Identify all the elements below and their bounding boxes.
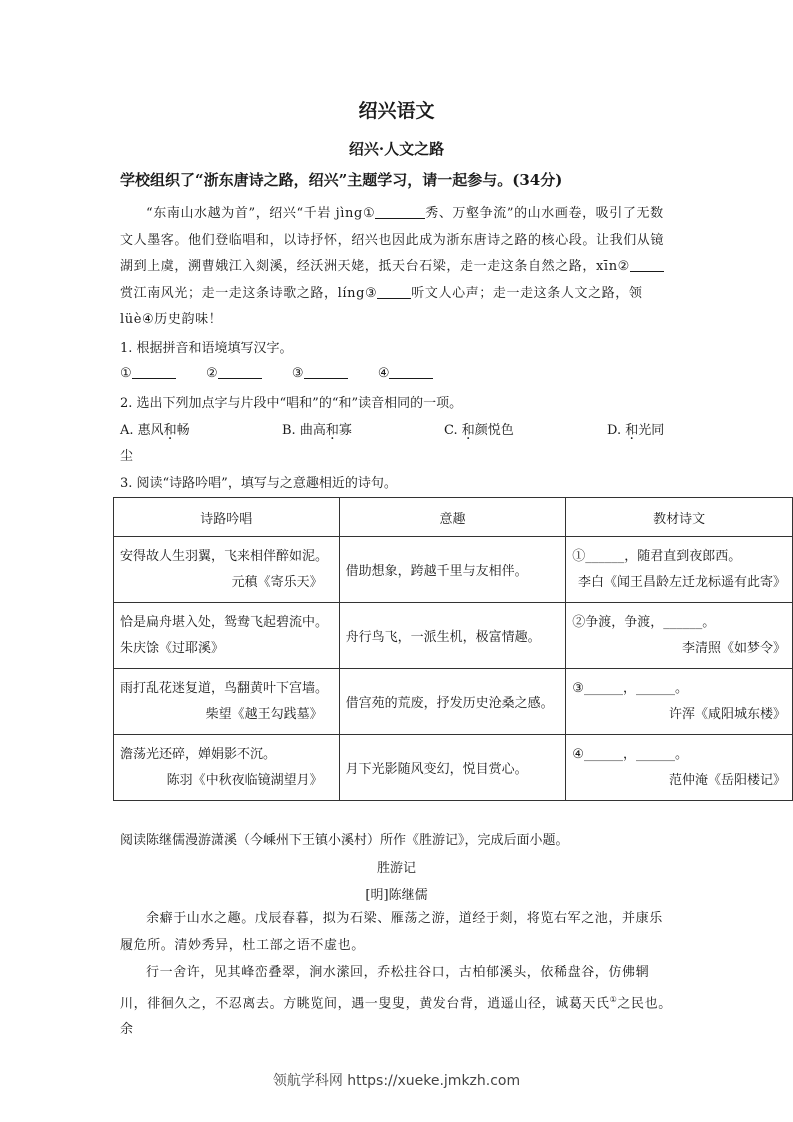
answer-line[interactable]: ①______，随君直到夜郎西。 xyxy=(572,548,742,564)
poem-source: 朱庆馀《过耶溪》 xyxy=(120,640,225,656)
footer-watermark: 领航学科网 https://xueke.jmkzh.com xyxy=(272,1073,521,1089)
table-header-row xyxy=(114,498,793,537)
meaning-cell: 舟行鸟飞，一派生机，极富情趣。 xyxy=(339,603,566,669)
blank-3[interactable] xyxy=(377,285,411,299)
footnote-mark[interactable]: ① xyxy=(609,994,618,1004)
page-subtitle: 绍兴·人文之路 xyxy=(348,140,445,158)
poem-text: 雨打乱花迷复道，鸟翻黄叶下宫墙。 xyxy=(120,680,329,696)
poem-source: 元稹《寄乐天》 xyxy=(231,574,323,590)
table-header: 意趣 xyxy=(339,498,566,537)
passage-text-2: 秀、万壑争流”的山水画卷，吸引了无数文人墨客。他们登临唱和，以诗抒怀，绍兴也因此成为浙东唐诗之路的核心段。让我们从镜湖到上虞，溯曹娥江入剡溪，经沃洲天姥，抵天台石梁，走一走这条自然之路，xīn② xyxy=(120,206,665,274)
poetry-table xyxy=(113,497,793,801)
question-3: 3. 阅读“诗路吟唱”，填写与之意趣相近的诗句。 xyxy=(120,476,397,491)
poem-text: 澹荡光还碎，婵娟影不沉。 xyxy=(120,746,277,762)
question-2: 2. 选出下列加点字与片段中“唱和”的“和”读音相同的一项。 xyxy=(120,396,463,411)
table-row xyxy=(114,735,793,801)
answer-source: 范仲淹《岳阳楼记》 xyxy=(668,772,786,788)
poem-text: 安得故人生羽翼，飞来相伴醉如泥。 xyxy=(120,548,329,564)
q1-mark-4: ④ xyxy=(377,366,390,381)
reading-intro: 阅读陈继儒漫游潇溪（今嵊州下王镇小溪村）所作《胜游记》，完成后面小题。 xyxy=(120,833,569,848)
passage-text-3: 赏江南风光；走一走这条诗歌之路，líng③ xyxy=(120,285,378,301)
option-a[interactable]: A. 惠风和畅 xyxy=(120,423,190,438)
poem-text: 恰是扁舟堪入处，鸳鸯飞起碧流中。 xyxy=(120,614,329,630)
table-row xyxy=(114,603,793,669)
page-title: 绍兴语文 xyxy=(358,100,435,122)
answer-line[interactable]: ④______，______。 xyxy=(572,746,688,762)
q1-blank-1[interactable] xyxy=(132,365,176,379)
essay-author: [明]陈继儒 xyxy=(365,888,428,903)
question-1: 1. 根据拼音和语境填写汉字。 xyxy=(120,341,293,356)
poem-source: 陈羽《中秋夜临镜湖望月》 xyxy=(166,772,323,788)
answer-source: 李清照《如梦令》 xyxy=(681,640,786,656)
table-row xyxy=(114,669,793,735)
answer-source: 许浑《咸阳城东楼》 xyxy=(668,706,786,722)
option-d[interactable]: D. 和光同 xyxy=(607,423,665,438)
essay-paragraph-2: 行一舍许，见其峰峦叠翠，涧水潆回，乔松拄谷口，古柏郁溪头，依稀盘谷，仿佛辋川，徘徊久之，不忍离去。方眺览间，遇一叟叟，黄发台背，逍遥山径，诚 ·葛天氏①之民也。余 xyxy=(120,960,676,1044)
essay-paragraph-1: 余癖于山水之趣。戊辰春暮，拟为石梁、雁荡之游，道经于剡，将览右军之池，并康乐履危所。清妙秀异，杜工部之语不虚也。 xyxy=(120,911,663,953)
option-b[interactable]: B. 曲高和寡 xyxy=(282,423,352,438)
essay-title: 胜游记 xyxy=(376,861,416,876)
passage-text-4: 听文人心声；走一走这条人文之路，领 lüè④ xyxy=(120,285,643,327)
meaning-cell: 借助想象，跨越千里与友相伴。 xyxy=(339,537,566,603)
option-c[interactable]: C. 和颜悦色 xyxy=(444,423,514,438)
dotted-char: 诚 · xyxy=(555,996,569,1011)
table-header: 教材诗文 xyxy=(566,498,793,537)
q1-blank-2[interactable] xyxy=(218,365,262,379)
answer-source: 李白《闻王昌龄左迁龙标遥有此寄》 xyxy=(577,574,786,590)
passage-text-5: 历史韵味！ xyxy=(154,312,223,327)
option-d-wrap: 尘 xyxy=(120,449,134,464)
blank-2[interactable] xyxy=(630,258,664,272)
meaning-cell: 月下光影随风变幻，悦目赏心。 xyxy=(339,735,566,801)
table-header: 诗路吟唱 xyxy=(114,498,340,537)
answer-line[interactable]: ②争渡，争渡，______。 xyxy=(572,614,716,630)
q1-mark-1: ① xyxy=(120,366,132,381)
q1-blank-4[interactable] xyxy=(389,365,433,379)
q1-blank-3[interactable] xyxy=(304,365,348,379)
answer-line[interactable]: ③______，______。 xyxy=(572,680,688,696)
section-heading: 学校组织了“浙东唐诗之路，绍兴”主题学习，请一起参与。(34分) xyxy=(120,171,563,189)
intro-passage xyxy=(120,201,676,334)
meaning-cell: 借宫苑的荒废，抒发历史沧桑之感。 xyxy=(339,669,566,735)
poem-source: 柴望《越王勾践墓》 xyxy=(205,706,323,722)
question-1-blanks xyxy=(120,365,433,381)
q1-mark-2: ② xyxy=(205,366,218,381)
blank-1[interactable] xyxy=(375,205,425,219)
q1-mark-3: ③ xyxy=(291,366,304,381)
passage-text-1: “东南山水越为首”，绍兴“千岩 jìng① xyxy=(146,206,376,221)
table-row xyxy=(114,537,793,603)
